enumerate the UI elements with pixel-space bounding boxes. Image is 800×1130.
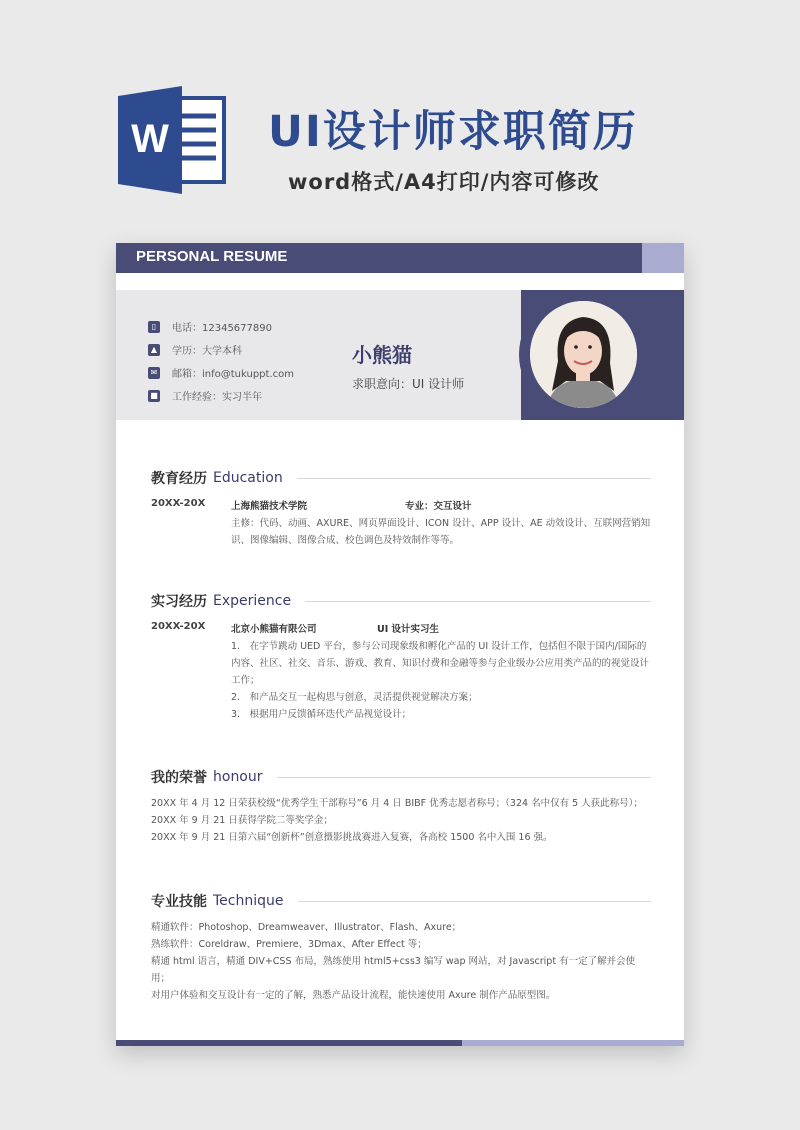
honour-line: 20XX 年 9 月 21 日第六届“创新杯”创意摄影挑战赛进入复赛，各高校 1500 名中入围 16 强。	[151, 832, 553, 843]
top-bar-label: PERSONAL RESUME	[136, 248, 288, 265]
technique-line: 精通 html 语言，精通 DIV+CSS 布局，熟练使用 html5+css3 编写 wap 网站，对 Javascript 有一定了解并会使用；	[151, 956, 636, 984]
technique-section	[151, 891, 651, 1004]
technique-heading: 专业技能 Technique	[151, 891, 651, 911]
education-heading: 教育经历 Education	[151, 468, 651, 488]
technique-line: 对用户体验和交互设计有一定的了解，熟悉产品设计流程，能快速使用 Axure 制作产品原型图。	[151, 990, 556, 1001]
technique-line: 熟练软件：Coreldraw、Premiere、3Dmax、After Effect 等；	[151, 939, 427, 950]
list-item: 2. 和产品交互一起构思与创意，灵活提供视觉解决方案；	[231, 692, 478, 703]
contact-experience: ■ 工作经验：实习半年	[148, 384, 294, 407]
divider	[277, 777, 651, 778]
divider	[297, 478, 651, 479]
divider	[298, 901, 652, 902]
technique-line: 精通软件：Photoshop、Dreamweaver、Illustrator、Flash、Axure；	[151, 922, 462, 933]
experience-heading: 实习经历 Experience	[151, 591, 651, 611]
top-bar	[116, 243, 642, 273]
divider	[305, 601, 651, 602]
honour-section	[151, 767, 651, 846]
contact-list	[148, 315, 294, 407]
experience-section	[151, 591, 651, 731]
banner-title: UI设计师求职简历	[268, 107, 638, 157]
contact-phone: ▯ 电话：12345677890	[148, 315, 294, 338]
candidate-name: 小熊猫	[352, 343, 412, 367]
education-desc: 主修：代码、动画、AXURE、网页界面设计、ICON 设计、APP 设计、AE 动效设计、互联网营销知识、图像编辑、图像合成、校色调色及特效制作等等。	[231, 518, 651, 546]
company-name: 北京小熊猫有限公司	[231, 624, 317, 635]
school-name: 上海熊猫技术学院	[231, 501, 308, 512]
graduation-cap-icon: ▲	[148, 344, 160, 356]
avatar-photo	[530, 301, 637, 408]
list-item: 1. 在字节跳动 UED 平台，参与公司现象级和孵化产品的 UI 设计工作，包括但不限于国内/国际的内容、社区、社交、音乐、游戏、教育、知识付费和金融等参与企业级办公应用类产品的的视觉设计工作；	[231, 641, 650, 686]
resume-page	[116, 243, 684, 1046]
phone-icon: ▯	[148, 321, 160, 333]
honour-line: 20XX 年 4 月 12 日荣获校级“优秀学生干部称号”6 月 4 日 BIBF 优秀志愿者称号；（324 名中仅有 5 人获此称号）；	[151, 798, 643, 809]
mail-icon: ✉	[148, 367, 160, 379]
education-section	[151, 468, 651, 558]
banner-subtitle: word格式/A4打印/内容可修改	[288, 170, 600, 194]
experience-date: 20XX-20X	[151, 621, 206, 632]
list-item: 3. 根据用户反馈循环迭代产品视觉设计；	[231, 709, 412, 720]
word-document-icon	[118, 86, 228, 194]
job-role: UI 设计实习生	[377, 624, 440, 635]
contact-education: ▲ 学历：大学本科	[148, 338, 294, 361]
contact-email: ✉ 邮箱：info@tukuppt.com	[148, 361, 294, 384]
education-date: 20XX-20X	[151, 498, 206, 509]
top-bar-accent	[642, 243, 684, 273]
footer-accent	[462, 1040, 684, 1046]
honour-heading: 我的荣誉 honour	[151, 767, 651, 787]
svg-text:W: W	[131, 117, 169, 161]
major: 专业：交互设计	[405, 501, 472, 512]
honour-line: 20XX 年 9 月 21 日获得学院二等奖学金；	[151, 815, 333, 826]
briefcase-icon: ■	[148, 390, 160, 402]
job-intent: 求职意向：UI 设计师	[352, 377, 465, 391]
